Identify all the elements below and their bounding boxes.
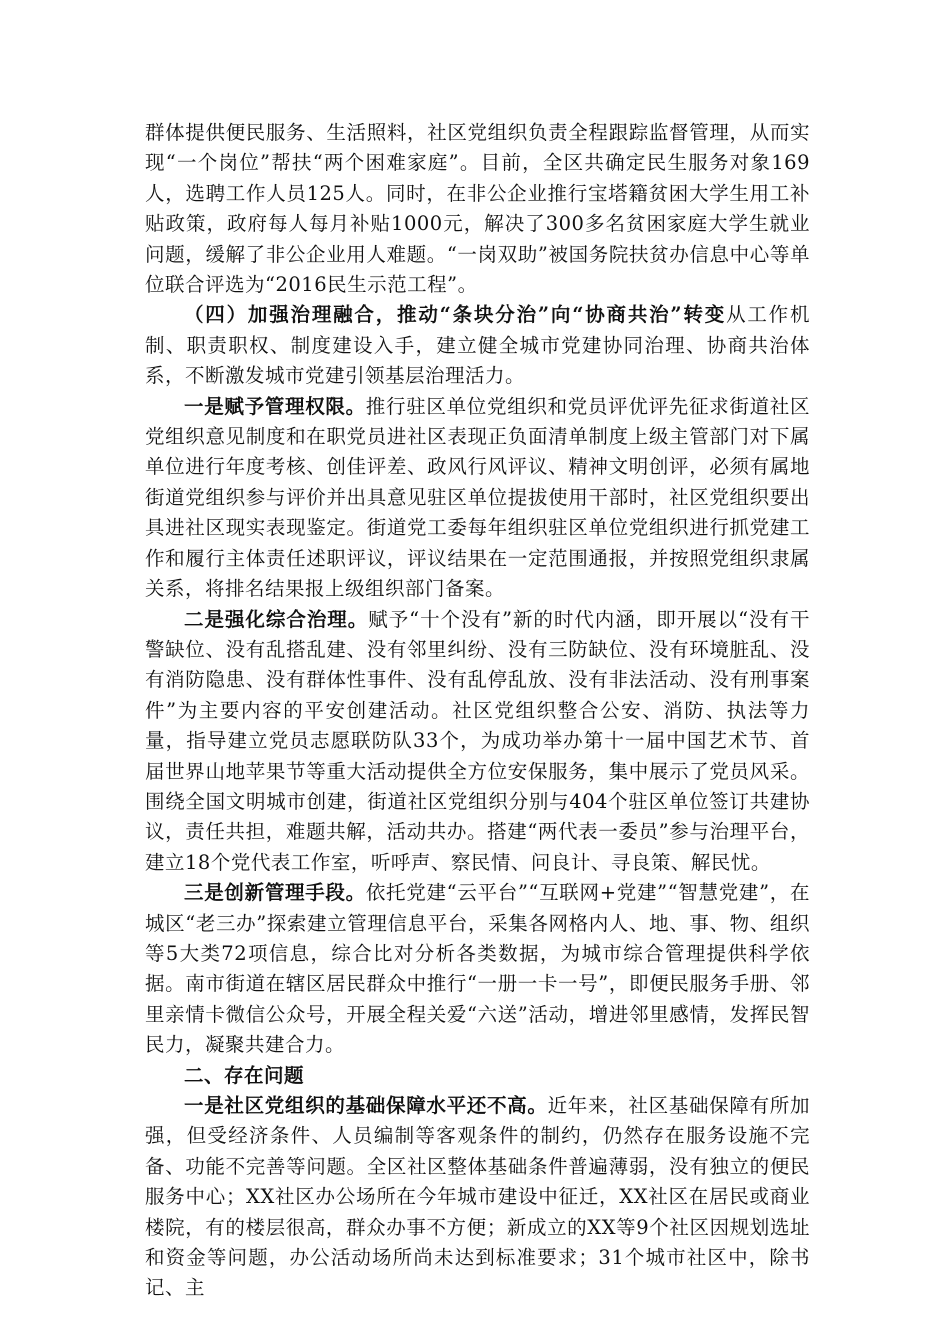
problem-1-heading: 一是社区党组织的基础保障水平还不高。	[184, 1094, 548, 1117]
item-1-heading: 一是赋予管理权限。	[184, 394, 366, 418]
item-3-heading: 三是创新管理手段。	[184, 881, 366, 905]
item-1-text: 推行驻区单位党组织和党员评优评先征求街道社区党组织意见制度和在职党员进社区表现正负面清单制度上级主管部门对下属单位进行年度考核、创佳评差、政风行风评议、精神文明创评，必须有属地街道党组织参与评价并出具意见驻区单位提拔使用干部时，社区党组织要出具进社区现实表现鉴定。街道党工委每年组织驻区单位党组织进行抓党建工作和履行主体责任述职评议，评议结果在一定范围通报，并按照党组织隶属关系，将排名结果报上级组织部门备案。	[145, 394, 810, 601]
section-4-heading: （四）加强治理融合，推动“条块分治”向“协商共治”转变	[184, 303, 727, 327]
section-4-text: 从工作机制、职责职权、制度建设入手，建立健全城市党建协同治理、协商共治体系，不断激发城市党建引领基层治理活力。	[145, 303, 810, 388]
paragraph-1: 群体提供便民服务、生活照料，社区党组织负责全程跟踪监督管理，从而实现“一个岗位”帮扶“两个困难家庭”。目前，全区共确定民生服务对象169人，选聘工作人员125人。同时，在非公企业推行宝塔籍贫困大学生用工补贴政策，政府每人每月补贴1000元，解决了300多名贫困家庭大学生就业问题，缓解了非公企业用人难题。“一岗双助”被国务院扶贫办信息中心等单位联合评选为“2016民生示范工程”。	[145, 121, 810, 297]
item-2-text: 赋予“十个没有”新的时代内涵，即开展以“没有干警缺位、没有乱搭乱建、没有邻里纠纷、没有三防缺位、没有环境脏乱、没有消防隐患、没有群体性事件、没有乱停乱放、没有非法活动、没有刑事案件”为主要内容的平安创建活动。社区党组织整合公安、消防、执法等力量，指导建立党员志愿联防队33个，为成功举办第十一届中国艺术节、首届世界山地苹果节等重大活动提供全方位安保服务，集中展示了党员风采。围绕全国文明城市创建，街道社区党组织分别与404个驻区单位签订共建协议，责任共担，难题共解，活动共办。搭建“两代表一委员”参与治理平台，建立18个党代表工作室，听呼声、察民情、问良计、寻良策、解民忧。	[145, 607, 810, 874]
document-body	[145, 118, 810, 1304]
section-4-paragraph	[145, 300, 810, 391]
problem-1-text: 近年来，社区基础保障有所加强，但受经济条件、人员编制等客观条件的制约，仍然存在服务设施不完备、功能不完善等问题。全区社区整体基础条件普遍薄弱，没有独立的便民服务中心；XX社区办公场所在今年城市建设中征迁，XX社区在居民或商业楼院，有的楼层很高，群众办事不方便；新成立的XX等9个社区因规划选址和资金等问题，办公活动场所尚未达到标准要求；31个城市社区中，除书记、主	[145, 1094, 810, 1300]
section-2-heading: 二、存在问题	[184, 1063, 305, 1087]
item-3-paragraph	[145, 878, 810, 1060]
problem-1-paragraph	[145, 1091, 810, 1304]
item-2-heading: 二是强化综合治理。	[184, 607, 369, 631]
item-3-text: 依托党建“云平台”“互联网+党建”“智慧党建”，在城区“老三办”探索建立管理信息平台，采集各网格内人、地、事、物、组织等5大类72项信息，综合比对分析各类数据，为城市综合管理提供科学依据。南市街道在辖区居民群众中推行“一册一卡一号”，即便民服务手册、邻里亲情卡微信公众号，开展全程关爱“六送”活动，增进邻里感情，发挥民智民力，凝聚共建合力。	[145, 881, 810, 1057]
item-1-paragraph	[145, 392, 810, 605]
item-2-paragraph	[145, 605, 810, 879]
